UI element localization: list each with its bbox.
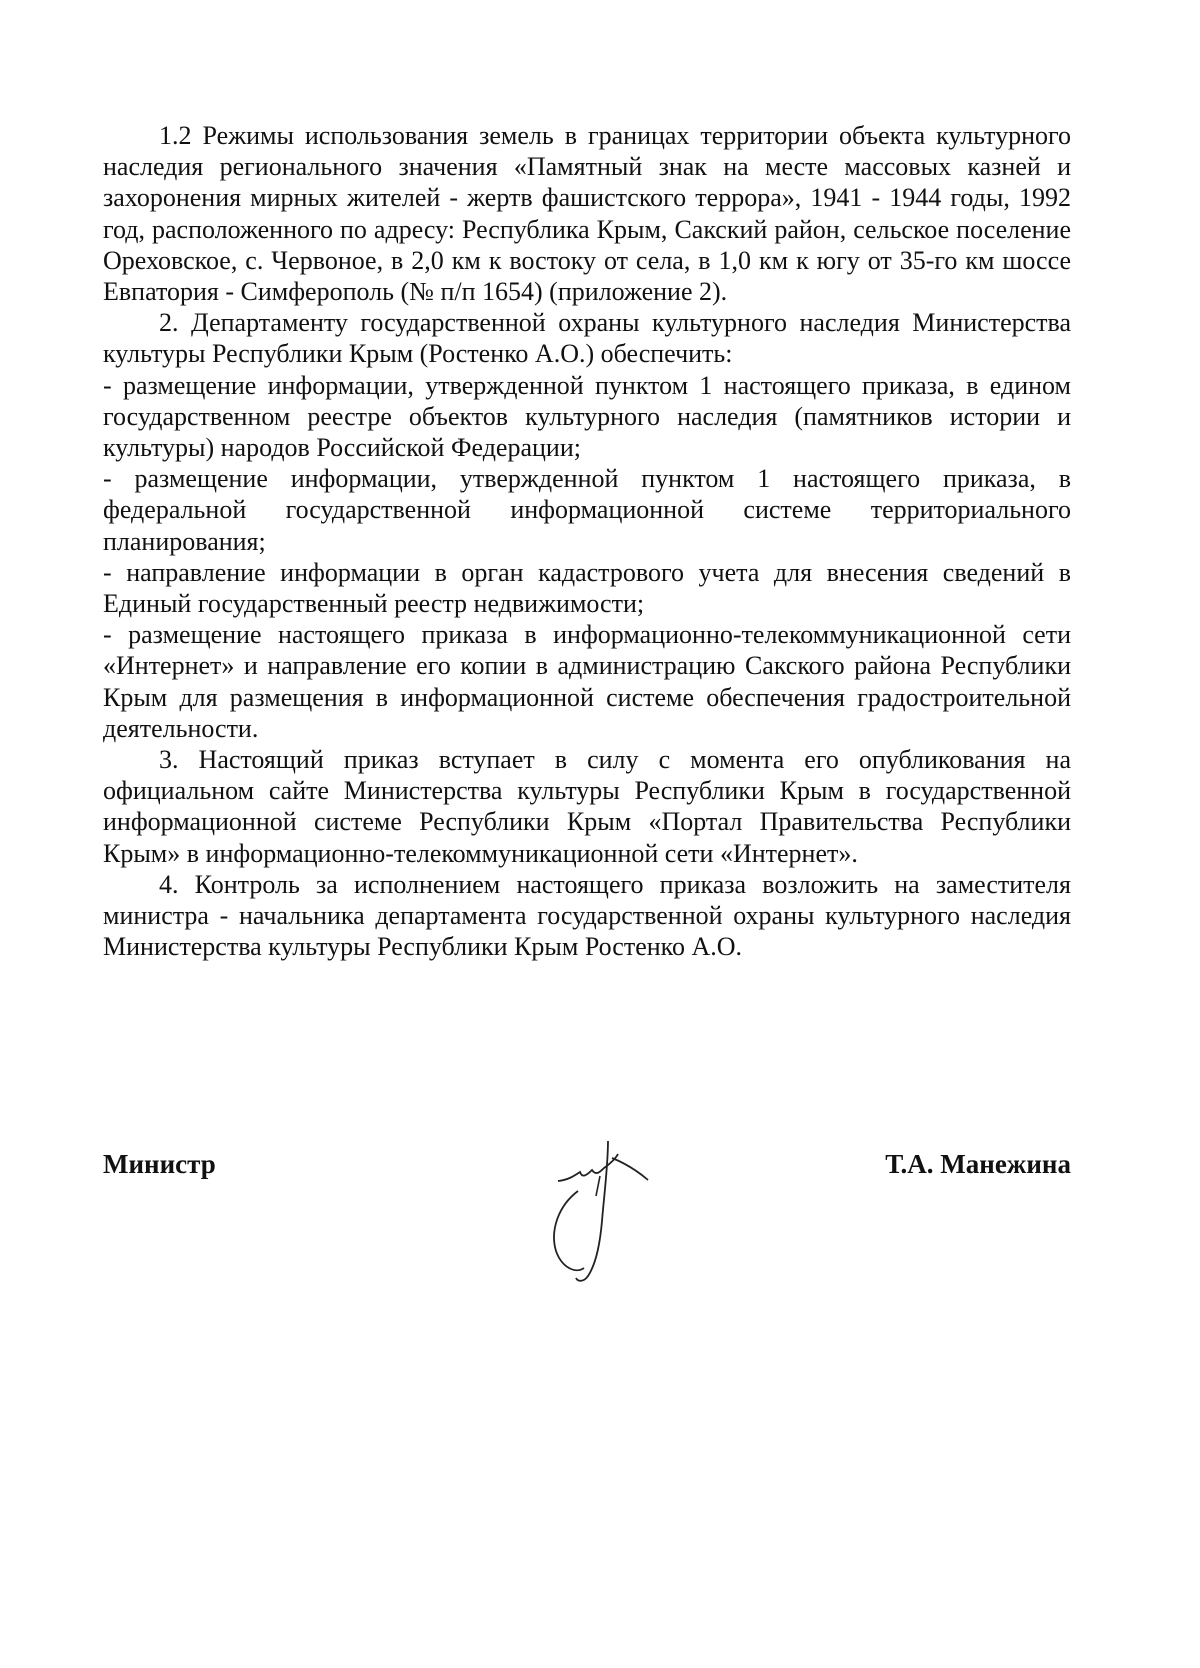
signatory-title: Министр [103,1149,216,1179]
signatory-name: Т.А. Манежина [885,1149,1071,1179]
handwritten-signature [538,1136,678,1286]
list-item-internet: - размещение настоящего приказа в информационно-телекоммуникационной сети «Интернет» и направление его копии в администрацию Сакского района Республики Крым для размещения в информационной системе обеспечения градостроительной деятельности. [103,620,1071,743]
paragraph-1-2: 1.2 Режимы использования земель в границах территории объекта культурного наследия регионального значения «Памятный знак на месте массовых казней и захоронения мирных жителей - жертв фашистского террора», 1941 - 1944 годы, 1992 год, расположенного по адресу: Республика Крым, Сакский район, сельское поселение Ореховское, с. Червоное, в 2,0 км к востоку от села, в 1,0 км к югу от 35-го км шоссе Евпатория - Симферополь (№ п/п 1654) (приложение 2). [103,121,1071,307]
list-item-registry: - размещение информации, утвержденной пунктом 1 настоящего приказа, в едином государственном реестре объектов культурного наследия (памятников истории и культуры) народов Российской Федерации; [103,370,1071,463]
paragraph-2: 2. Департаменту государственной охраны культурного наследия Министерства культуры Республики Крым (Ростенко А.О.) обеспечить: [103,308,1071,369]
list-item-federal-system: - размещение информации, утвержденной пунктом 1 настоящего приказа, в федеральной государственной информационной системе территориального планирования; [103,464,1071,556]
list-item-cadastre: - направление информации в орган кадастрового учета для внесения сведений в Единый государственный реестр недвижимости; [103,557,1071,619]
signature-block [103,1148,1071,1308]
document-body [103,120,1071,962]
paragraph-4: 4. Контроль за исполнением настоящего приказа возложить на заместителя министра - начальника департамента государственной охраны культурного наследия Министерства культуры Республики Крым Ростенко А.О. [103,869,1071,962]
paragraph-3: 3. Настоящий приказ вступает в силу с момента его опубликования на официальном сайте Министерства культуры Республики Крым в государственной информационной системе Республики Крым «Портал Правительства Республики Крым» в информационно-телекоммуникационной сети «Интернет». [103,745,1071,868]
